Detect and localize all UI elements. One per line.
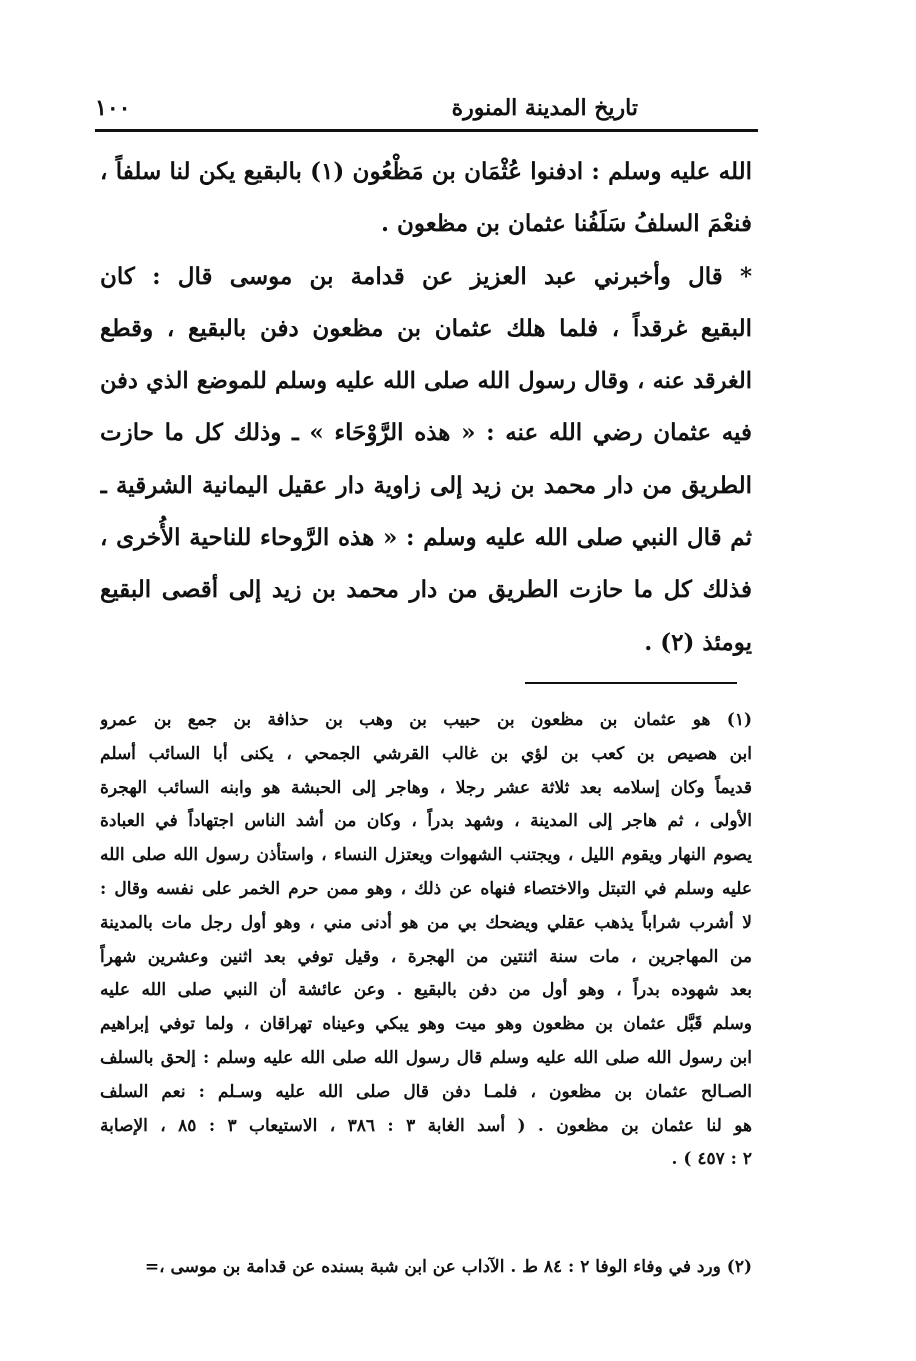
footnote-line: ٢ : ٤٥٧ ) .	[671, 1149, 752, 1170]
footnote-line: لا أشرب شراباً يذهب عقلي ويضحك بي من هو أدنى مني ، وهو أول رجل مات بالمدينة	[100, 912, 752, 933]
footnote-1	[100, 704, 752, 1177]
text-line: الله عليه وسلم : ادفنوا عُثْمَان بن مَظْعُون (١) بالبقيع يكن لنا سلفاً ،	[100, 158, 752, 185]
footnote-line: ابن هصيص بن كعب بن لؤي بن غالب القرشي الجمحي ، يكنى أبا السائب أسلم	[100, 743, 752, 764]
footnote-line: بعد شهوده بدراً ، وهو أول من دفن بالبقيع . وعن عائشة أن النبي صلى الله عليه	[100, 980, 752, 1001]
footnote-line: من المهاجرين ، مات سنة اثنتين من الهجرة ، وقيل توفي بعد اثنين وعشرين شهراً	[100, 946, 752, 967]
footnote-line: (١) هو عثمان بن مظعون بن حبيب بن وهب بن حذافة بن جمع بن عمرو	[100, 710, 752, 730]
text-line: يومئذ (٢) .	[644, 628, 752, 656]
footnote-line: وسلم قَبَّل عثمان بن مظعون وهو ميت وهو يبكي وعيناه تهراقان ، ولما توفي إبراهيم	[100, 1014, 752, 1035]
text-line: الغرقد عنه ، وقال رسول الله صلى الله عليه وسلم للموضع الذي دفن	[100, 368, 752, 395]
footnote-line: قديماً وكان إسلامه بعد ثلاثة عشر رجلا ، وهاجر إلى الحبشة هو وابنه السائب الهجرة	[100, 777, 752, 798]
page-number: ١٠٠	[95, 95, 131, 121]
running-title: تاريخ المدينة المنورة	[451, 95, 638, 121]
text-line: فنعْمَ السلفُ سَلَفُنا عثمان بن مظعون .	[380, 210, 752, 238]
text-line: فيه عثمان رضي الله عنه : « هذه الرَّوْحَاء » ـ وذلك كل ما حازت	[100, 419, 752, 447]
footnote-line: ابن رسول الله صلى الله عليه وسلم قال رسول الله صلى الله عليه وسلم : إلحق بالسلف	[100, 1047, 752, 1068]
page-header	[95, 88, 758, 128]
text-line: فذلك كل ما حازت الطريق من دار محمد بن زيد إلى أقصى البقيع	[100, 576, 752, 604]
text-line: البقيع غرقداً ، فلما هلك عثمان بن مظعون دفن بالبقيع ، وقطع	[100, 314, 752, 342]
footnote-separator	[525, 682, 737, 684]
footnote-line: عليه وسلم في التبتل والاختصاء فنهاه عن ذلك ، وهو ممن حرم الخمر على نفسه وقال :	[100, 878, 752, 899]
main-text	[100, 146, 752, 669]
header-rule	[95, 129, 758, 132]
text-line: * قال وأخبرني عبد العزيز عن قدامة بن موسى قال : كان	[100, 262, 752, 290]
footnote-2: (٢) ورد في وفاء الوفا ٢ : ٨٤ ط . الآداب عن ابن شبة بسنده عن قدامة بن موسى ،=	[144, 1257, 752, 1277]
footnote-line: يصوم النهار ويقوم الليل ، ويجتنب الشهوات ويعتزل النساء ، واستأذن رسول الله صلى الله	[100, 845, 752, 866]
footnote-line: الصـالح عثمان بن مظعون ، فلمـا دفن قال صلى الله عليه وسـلم : نعم السلف	[100, 1081, 752, 1102]
text-line: ثم قال النبي صلى الله عليه وسلم : « هذه الرَّوحاء للناحية الأُخرى ،	[100, 524, 752, 552]
text-line: الطريق من دار محمد بن زيد إلى زاوية دار عقيل اليمانية الشرقية ـ	[100, 471, 752, 499]
footnote-line: الأولى ، ثم هاجر إلى المدينة ، وشهد بدراً ، وكان من أشد الناس اجتهاداً في العبادة	[100, 811, 752, 832]
footnote-line: هو لنا عثمان بن مظعون . ( أسد الغابة ٣ : ٣٨٦ ، الاستيعاب ٣ : ٨٥ ، الإصابة	[100, 1115, 752, 1136]
